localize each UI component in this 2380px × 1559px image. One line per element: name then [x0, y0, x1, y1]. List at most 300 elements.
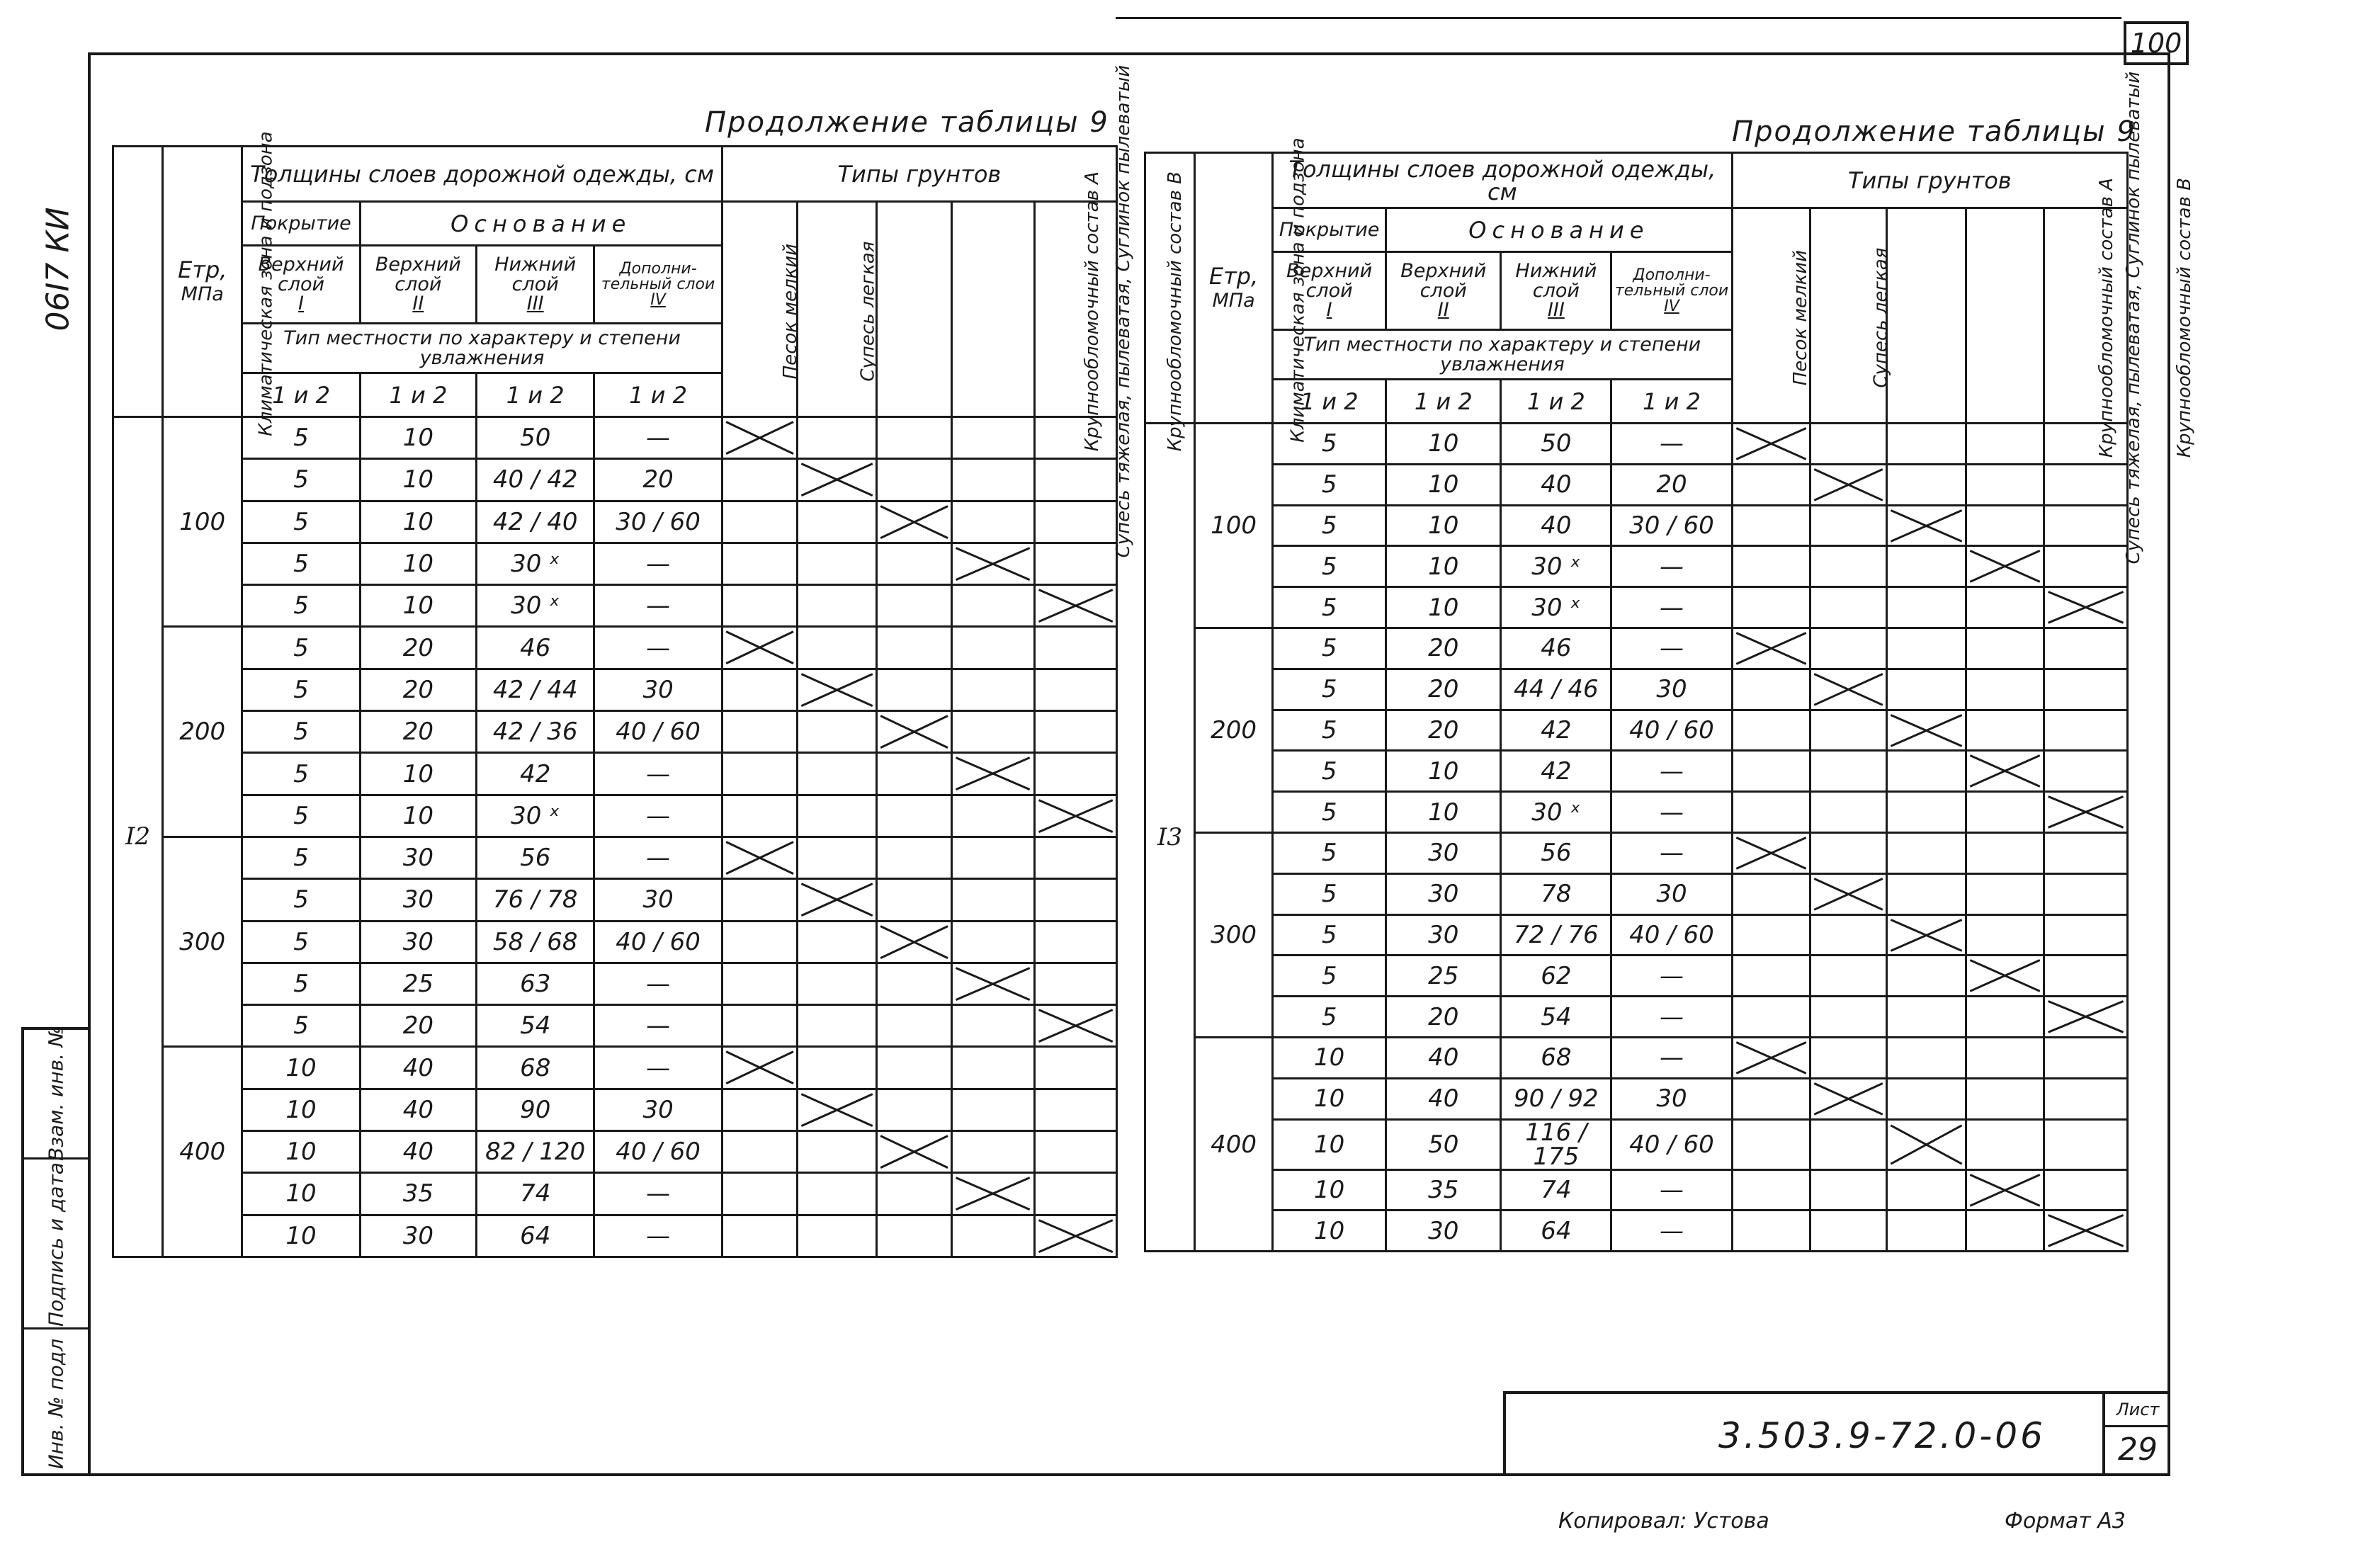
soil-empty-cell: [1034, 711, 1116, 753]
soil-empty-cell: [1732, 464, 1810, 505]
cell-layer-4: —: [1611, 997, 1732, 1038]
cell-layer-2: 10: [360, 501, 476, 543]
cell-layer-2: 10: [1386, 424, 1501, 465]
soil-empty-cell: [1732, 792, 1810, 833]
soil-empty-cell: [877, 1005, 952, 1047]
soil-empty-cell: [877, 1047, 952, 1089]
cell-layer-3: 44 / 46: [1501, 669, 1611, 710]
soil-empty-cell: [1810, 956, 1886, 997]
soil-empty-cell: [1732, 587, 1810, 628]
soil-1-header: Песок мелкий: [722, 202, 797, 417]
soil-empty-cell: [952, 711, 1034, 753]
soil-empty-cell: [1966, 873, 2044, 914]
soil-empty-cell: [877, 1215, 952, 1257]
soil-empty-cell: [1966, 792, 2044, 833]
cell-layer-1: 5: [1273, 751, 1386, 792]
base-header: Основание: [1386, 208, 1732, 252]
soil-empty-cell: [877, 417, 952, 459]
soil-empty-cell: [1034, 1089, 1116, 1130]
cell-layer-4: —: [594, 963, 722, 1004]
table-row: [113, 1047, 1117, 1089]
soil-empty-cell: [1966, 1211, 2044, 1252]
cell-layer-3: 30 ˣ: [477, 795, 594, 837]
cell-layer-1: 10: [1273, 1211, 1386, 1252]
cell-layer-2: 35: [360, 1173, 476, 1215]
cell-layer-1: 5: [242, 627, 360, 669]
cell-layer-4: —: [594, 795, 722, 837]
soil-empty-cell: [1732, 1119, 1810, 1169]
soil-empty-cell: [722, 459, 797, 501]
soil-empty-cell: [1886, 1169, 1966, 1211]
cell-layer-4: 40 / 60: [1611, 914, 1732, 956]
soil-applicable-mark: [1034, 1215, 1116, 1257]
cell-layer-1: 5: [242, 795, 360, 837]
soil-empty-cell: [798, 711, 877, 753]
soil-1-header: Песок мелкий: [1732, 208, 1810, 424]
zone-label: I2: [113, 417, 163, 1257]
soil-empty-cell: [1732, 956, 1810, 997]
soil-empty-cell: [1810, 792, 1886, 833]
soil-applicable-mark: [1810, 1078, 1886, 1119]
soil-empty-cell: [722, 879, 797, 921]
cell-layer-4: —: [1611, 587, 1732, 628]
cell-layer-2: 10: [1386, 792, 1501, 833]
cell-layer-4: —: [594, 627, 722, 669]
soil-empty-cell: [1810, 832, 1886, 873]
soil-empty-cell: [952, 1089, 1034, 1130]
soil-empty-cell: [1886, 628, 1966, 669]
terrain-code: 1 и 2: [1386, 380, 1501, 424]
soil-empty-cell: [1810, 1169, 1886, 1211]
terrain-code: 1 и 2: [360, 373, 476, 417]
cell-layer-2: 20: [1386, 669, 1501, 710]
terrain-header: Тип местности по характеру и степени увлажнения: [1273, 330, 1732, 380]
side-stamp: [21, 1027, 91, 1476]
cell-layer-2: 20: [360, 711, 476, 753]
soil-empty-cell: [798, 963, 877, 1004]
cell-layer-1: 5: [242, 417, 360, 459]
soil-empty-cell: [722, 1131, 797, 1173]
soil-applicable-mark: [877, 921, 952, 963]
soil-empty-cell: [1034, 753, 1116, 795]
cell-layer-3: 90: [477, 1089, 594, 1130]
cell-layer-1: 5: [1273, 997, 1386, 1038]
soil-empty-cell: [1810, 751, 1886, 792]
soil-applicable-mark: [1034, 585, 1116, 627]
soil-5-header: Крупнообломочный состав В: [1034, 202, 1116, 417]
soil-empty-cell: [1886, 464, 1966, 505]
soil-empty-cell: [1886, 669, 1966, 710]
soil-empty-cell: [2044, 832, 2127, 873]
soil-empty-cell: [1034, 1131, 1116, 1173]
footer-format: Формат А3: [2005, 1509, 2126, 1534]
cell-layer-4: 40 / 60: [1611, 710, 1732, 751]
etr-value: 100: [163, 417, 242, 627]
soil-empty-cell: [877, 837, 952, 878]
soil-empty-cell: [722, 963, 797, 1004]
table-row: [1145, 546, 2128, 587]
cell-layer-2: 20: [360, 669, 476, 710]
soil-empty-cell: [798, 501, 877, 543]
table-row: [113, 1005, 1117, 1047]
soil-empty-cell: [1034, 963, 1116, 1004]
soil-empty-cell: [1732, 505, 1810, 546]
thickness-header: Толщины слоев дорожной одежды, см: [242, 147, 722, 202]
sheet-box: [2102, 1394, 2170, 1476]
cell-layer-3: 62: [1501, 956, 1611, 997]
cell-layer-4: 30: [594, 1089, 722, 1130]
soil-applicable-mark: [952, 963, 1034, 1004]
cell-layer-4: 40 / 60: [594, 711, 722, 753]
soil-applicable-mark: [1732, 1037, 1810, 1078]
soil-empty-cell: [1966, 505, 2044, 546]
cell-layer-2: 10: [1386, 546, 1501, 587]
soil-empty-cell: [952, 837, 1034, 878]
table-row: [113, 711, 1117, 753]
soil-empty-cell: [1966, 1078, 2044, 1119]
cell-layer-1: 5: [1273, 464, 1386, 505]
soil-empty-cell: [877, 879, 952, 921]
cell-layer-2: 35: [1386, 1169, 1501, 1211]
soil-applicable-mark: [2044, 1211, 2127, 1252]
cell-layer-2: 30: [1386, 832, 1501, 873]
cell-layer-1: 10: [242, 1089, 360, 1130]
cell-layer-3: 64: [477, 1215, 594, 1257]
table-row: [113, 669, 1117, 710]
soil-types-header: Типы грунтов: [722, 147, 1116, 202]
soil-applicable-mark: [722, 1047, 797, 1089]
soil-empty-cell: [952, 459, 1034, 501]
cell-layer-4: 40 / 60: [594, 1131, 722, 1173]
soil-empty-cell: [1966, 587, 2044, 628]
top-border-line: [1116, 17, 2121, 19]
base-header: Основание: [360, 202, 722, 246]
cell-layer-3: 50: [1501, 424, 1611, 465]
cell-layer-3: 30 ˣ: [477, 585, 594, 627]
soil-applicable-mark: [1810, 464, 1886, 505]
layer-3-header: Нижний слой III: [477, 246, 594, 324]
cell-layer-2: 10: [1386, 587, 1501, 628]
cell-layer-4: 40 / 60: [594, 921, 722, 963]
cell-layer-3: 68: [477, 1047, 594, 1089]
soil-empty-cell: [1966, 710, 2044, 751]
table-row: [1145, 832, 2128, 873]
soil-empty-cell: [1810, 546, 1886, 587]
cell-layer-1: 5: [1273, 792, 1386, 833]
cell-layer-4: —: [1611, 1169, 1732, 1211]
soil-empty-cell: [2044, 464, 2127, 505]
cell-layer-4: —: [1611, 751, 1732, 792]
soil-empty-cell: [952, 1215, 1034, 1257]
layer-2-header: Верхний слой II: [1386, 252, 1501, 330]
footer-copied: Копировал: Устова: [1558, 1509, 1769, 1534]
cell-layer-2: 10: [360, 543, 476, 584]
table-row: [1145, 587, 2128, 628]
cell-layer-3: 42 / 40: [477, 501, 594, 543]
table-row: [1145, 1169, 2128, 1211]
sheet-label: Лист: [2105, 1394, 2170, 1427]
caption-left: Продолжение таблицы 9: [705, 106, 1109, 139]
soil-applicable-mark: [1034, 1005, 1116, 1047]
soil-empty-cell: [1966, 914, 2044, 956]
table-row: [113, 879, 1117, 921]
etr-value: 400: [163, 1047, 242, 1257]
cell-layer-4: 30: [594, 879, 722, 921]
etr-value: 300: [163, 837, 242, 1046]
soil-applicable-mark: [722, 417, 797, 459]
cell-layer-4: —: [1611, 792, 1732, 833]
cell-layer-1: 10: [1273, 1078, 1386, 1119]
layer-4-header: Дополни-тельный слои IV: [1611, 252, 1732, 330]
table-row: [1145, 669, 2128, 710]
caption-right: Продолжение таблицы 9: [1732, 115, 2136, 148]
soil-applicable-mark: [877, 501, 952, 543]
cell-layer-3: 40 / 42: [477, 459, 594, 501]
soil-applicable-mark: [952, 543, 1034, 584]
table-row: [1145, 505, 2128, 546]
soil-applicable-mark: [1886, 1119, 1966, 1169]
terrain-code: 1 и 2: [1273, 380, 1386, 424]
soil-empty-cell: [1810, 587, 1886, 628]
soil-empty-cell: [2044, 1037, 2127, 1078]
soil-empty-cell: [877, 459, 952, 501]
soil-empty-cell: [722, 753, 797, 795]
cell-layer-2: 30: [1386, 873, 1501, 914]
soil-2-header: Супесь легкая: [798, 202, 877, 417]
table-row: [1145, 1078, 2128, 1119]
soil-empty-cell: [952, 1005, 1034, 1047]
coating-header: Покрытие: [242, 202, 360, 246]
cell-layer-4: —: [594, 1005, 722, 1047]
table-row: [113, 1131, 1117, 1173]
soil-empty-cell: [1034, 879, 1116, 921]
soil-empty-cell: [1034, 921, 1116, 963]
cell-layer-2: 10: [360, 459, 476, 501]
soil-applicable-mark: [952, 1173, 1034, 1215]
etr-value: 200: [1195, 628, 1273, 832]
soil-3-header: Супесь тяжелая, пылеватая, Суглинок пылеватый: [1886, 208, 1966, 424]
cell-layer-3: 56: [1501, 832, 1611, 873]
cell-layer-4: —: [594, 585, 722, 627]
soil-empty-cell: [1966, 464, 2044, 505]
etr-value: 300: [1195, 832, 1273, 1037]
soil-empty-cell: [1886, 424, 1966, 465]
cell-layer-3: 76 / 78: [477, 879, 594, 921]
soil-empty-cell: [722, 795, 797, 837]
soil-applicable-mark: [722, 627, 797, 669]
soil-empty-cell: [1966, 1119, 2044, 1169]
cell-layer-4: 30: [1611, 669, 1732, 710]
soil-empty-cell: [2044, 751, 2127, 792]
soil-applicable-mark: [1966, 546, 2044, 587]
soil-empty-cell: [952, 1047, 1034, 1089]
cell-layer-3: 40: [1501, 505, 1611, 546]
cell-layer-2: 10: [1386, 464, 1501, 505]
soil-empty-cell: [1886, 792, 1966, 833]
cell-layer-2: 10: [360, 585, 476, 627]
cell-layer-4: 20: [1611, 464, 1732, 505]
soil-empty-cell: [2044, 669, 2127, 710]
cell-layer-4: —: [594, 1215, 722, 1257]
cell-layer-4: —: [594, 753, 722, 795]
soil-empty-cell: [1732, 914, 1810, 956]
soil-applicable-mark: [798, 669, 877, 710]
cell-layer-3: 30 ˣ: [477, 543, 594, 584]
terrain-code: 1 и 2: [477, 373, 594, 417]
soil-empty-cell: [1886, 1037, 1966, 1078]
layer-1-header: Верхний слой I: [1273, 252, 1386, 330]
soil-empty-cell: [798, 417, 877, 459]
soil-empty-cell: [2044, 1119, 2127, 1169]
cell-layer-4: —: [1611, 546, 1732, 587]
stamp-replace-inv: Взам. инв. №: [44, 1026, 68, 1162]
cell-layer-1: 5: [1273, 628, 1386, 669]
soil-applicable-mark: [1966, 956, 2044, 997]
cell-layer-2: 20: [1386, 710, 1501, 751]
table-row: [1145, 997, 2128, 1038]
soil-empty-cell: [1966, 628, 2044, 669]
cell-layer-1: 5: [1273, 832, 1386, 873]
zone-header: Климатическая зона и подзона: [113, 147, 163, 417]
soil-applicable-mark: [1732, 424, 1810, 465]
soil-empty-cell: [1034, 669, 1116, 710]
cell-layer-4: 30: [594, 669, 722, 710]
soil-empty-cell: [798, 543, 877, 584]
soil-empty-cell: [798, 1215, 877, 1257]
table-row: [113, 1089, 1117, 1130]
cell-layer-4: 20: [594, 459, 722, 501]
cell-layer-2: 40: [360, 1047, 476, 1089]
cell-layer-1: 10: [242, 1173, 360, 1215]
cell-layer-2: 30: [360, 879, 476, 921]
soil-types-header: Типы грунтов: [1732, 153, 2127, 208]
soil-empty-cell: [1732, 669, 1810, 710]
soil-applicable-mark: [1810, 669, 1886, 710]
cell-layer-4: 30 / 60: [1611, 505, 1732, 546]
soil-empty-cell: [1810, 914, 1886, 956]
soil-empty-cell: [1034, 459, 1116, 501]
soil-empty-cell: [1034, 627, 1116, 669]
cell-layer-2: 20: [1386, 997, 1501, 1038]
terrain-code: 1 и 2: [242, 373, 360, 417]
soil-empty-cell: [952, 879, 1034, 921]
cell-layer-3: 116 / 175: [1501, 1119, 1611, 1169]
layer-4-header: Дополни-тельный слои IV: [594, 246, 722, 324]
soil-empty-cell: [952, 921, 1034, 963]
table-row: [113, 1215, 1117, 1257]
cell-layer-1: 5: [242, 711, 360, 753]
terrain-code: 1 и 2: [594, 373, 722, 417]
table-row: [1145, 1119, 2128, 1169]
soil-empty-cell: [1732, 546, 1810, 587]
table-row: [1145, 914, 2128, 956]
soil-empty-cell: [1886, 832, 1966, 873]
soil-empty-cell: [1034, 501, 1116, 543]
soil-empty-cell: [722, 921, 797, 963]
cell-layer-4: 30 / 60: [594, 501, 722, 543]
cell-layer-3: 58 / 68: [477, 921, 594, 963]
cell-layer-2: 40: [360, 1089, 476, 1130]
soil-empty-cell: [1886, 956, 1966, 997]
soil-empty-cell: [722, 501, 797, 543]
terrain-code: 1 и 2: [1611, 380, 1732, 424]
soil-applicable-mark: [798, 1089, 877, 1130]
soil-empty-cell: [1886, 1078, 1966, 1119]
cell-layer-2: 20: [1386, 628, 1501, 669]
cell-layer-2: 10: [1386, 751, 1501, 792]
layer-3-header: Нижний слой III: [1501, 252, 1611, 330]
cell-layer-1: 5: [242, 753, 360, 795]
soil-empty-cell: [2044, 628, 2127, 669]
soil-empty-cell: [1732, 751, 1810, 792]
soil-empty-cell: [1810, 997, 1886, 1038]
cell-layer-1: 5: [242, 963, 360, 1004]
soil-empty-cell: [1034, 1047, 1116, 1089]
cell-layer-3: 82 / 120: [477, 1131, 594, 1173]
zone-label: I3: [1145, 424, 1195, 1252]
table-row: [1145, 873, 2128, 914]
soil-applicable-mark: [722, 837, 797, 878]
cell-layer-3: 68: [1501, 1037, 1611, 1078]
soil-empty-cell: [1966, 669, 2044, 710]
cell-layer-1: 10: [242, 1215, 360, 1257]
soil-empty-cell: [798, 795, 877, 837]
soil-applicable-mark: [1732, 628, 1810, 669]
coating-header: Покрытие: [1273, 208, 1386, 252]
cell-layer-4: —: [594, 417, 722, 459]
soil-empty-cell: [1886, 587, 1966, 628]
soil-empty-cell: [798, 585, 877, 627]
cell-layer-2: 30: [360, 1215, 476, 1257]
soil-empty-cell: [798, 1047, 877, 1089]
soil-empty-cell: [798, 627, 877, 669]
soil-empty-cell: [1966, 997, 2044, 1038]
cell-layer-1: 5: [1273, 873, 1386, 914]
stamp-sign-date: Подпись и дата: [44, 1162, 68, 1327]
soil-empty-cell: [877, 753, 952, 795]
soil-empty-cell: [952, 795, 1034, 837]
cell-layer-3: 46: [477, 627, 594, 669]
table-row: [1145, 710, 2128, 751]
cell-layer-1: 5: [242, 1005, 360, 1047]
cell-layer-2: 40: [1386, 1078, 1501, 1119]
cell-layer-3: 64: [1501, 1211, 1611, 1252]
cell-layer-2: 30: [1386, 914, 1501, 956]
soil-applicable-mark: [1886, 914, 1966, 956]
soil-empty-cell: [2044, 1078, 2127, 1119]
cell-layer-3: 42 / 36: [477, 711, 594, 753]
soil-empty-cell: [2044, 710, 2127, 751]
cell-layer-3: 78: [1501, 873, 1611, 914]
soil-5-header: Крупнообломочный состав В: [2044, 208, 2127, 424]
soil-empty-cell: [1966, 424, 2044, 465]
cell-layer-3: 50: [477, 417, 594, 459]
soil-empty-cell: [2044, 505, 2127, 546]
table-row: [1145, 751, 2128, 792]
cell-layer-1: 10: [242, 1131, 360, 1173]
soil-empty-cell: [1810, 1119, 1886, 1169]
table-row: [113, 837, 1117, 878]
soil-empty-cell: [1886, 873, 1966, 914]
soil-empty-cell: [1732, 710, 1810, 751]
soil-applicable-mark: [2044, 587, 2127, 628]
cell-layer-1: 5: [1273, 710, 1386, 751]
soil-empty-cell: [2044, 546, 2127, 587]
cell-layer-1: 5: [242, 669, 360, 710]
cell-layer-3: 30 ˣ: [1501, 546, 1611, 587]
cell-layer-3: 30 ˣ: [1501, 792, 1611, 833]
soil-empty-cell: [1810, 505, 1886, 546]
